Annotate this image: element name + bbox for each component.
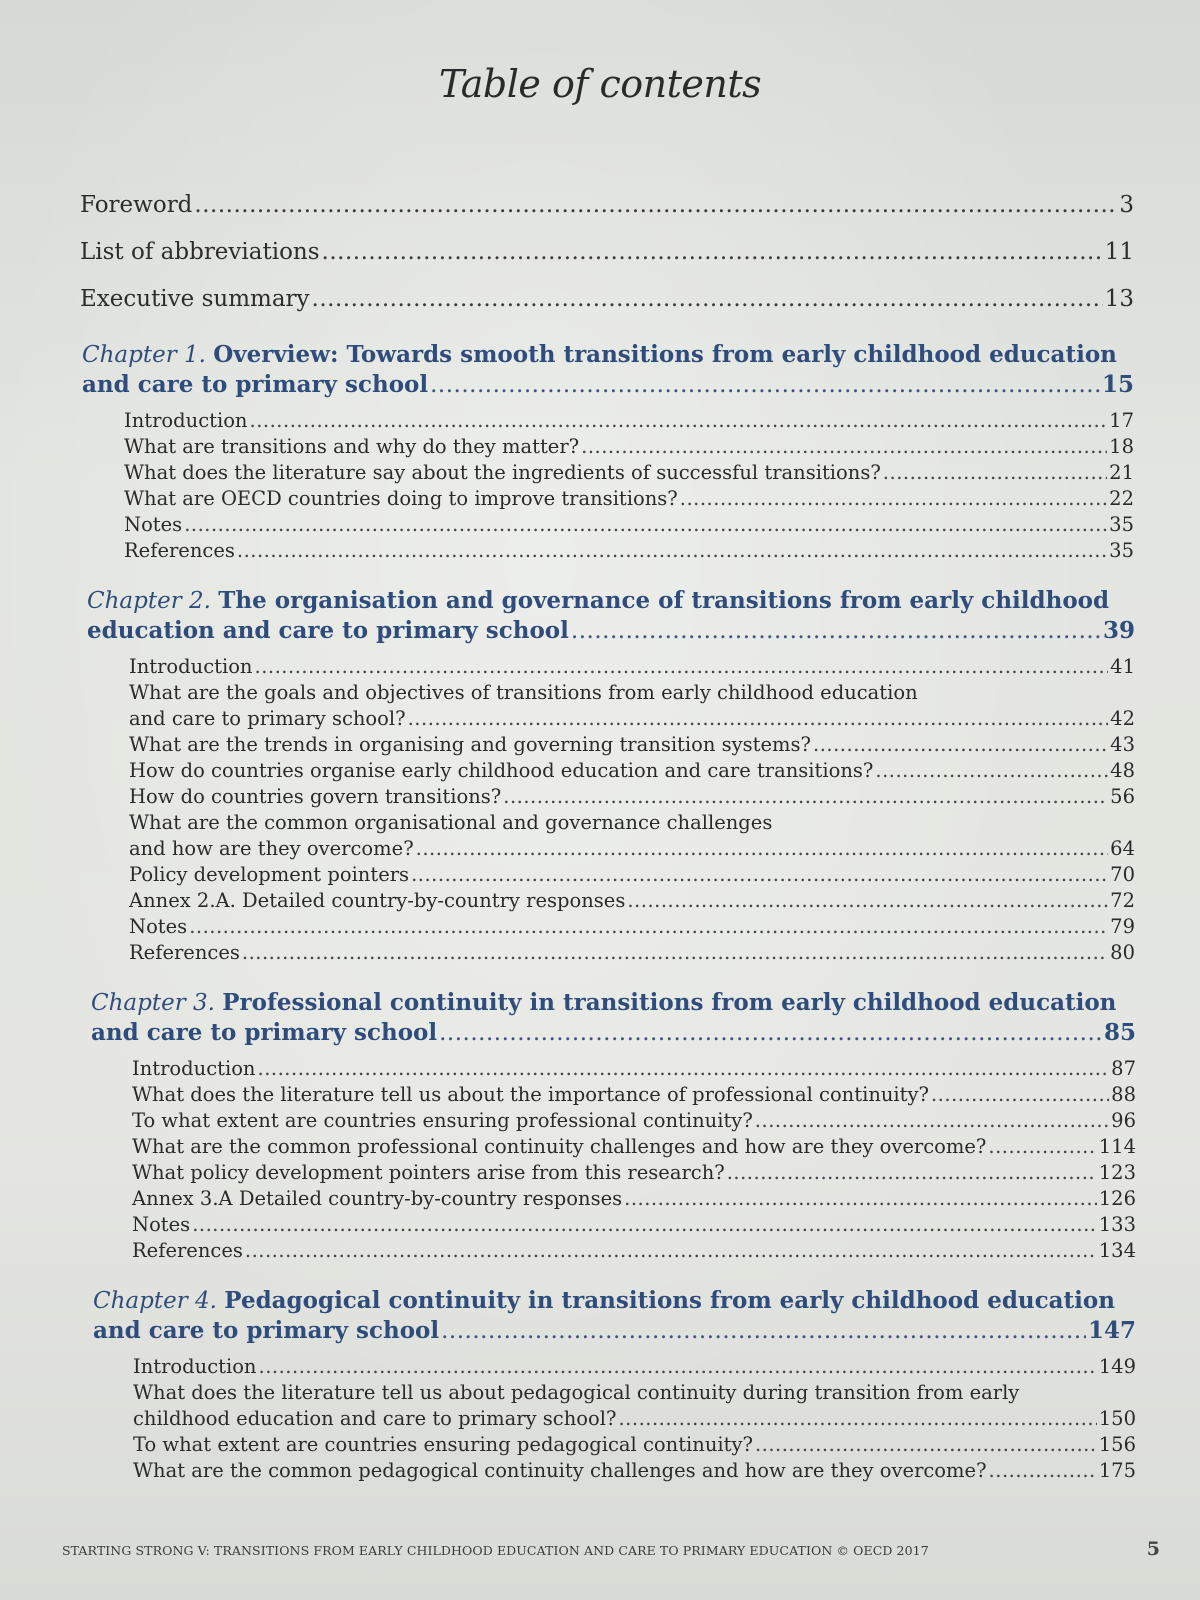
section-row — [133, 1354, 1136, 1380]
section-page-number: 18 — [1109, 435, 1134, 458]
section-page-number: 70 — [1110, 863, 1135, 886]
section-page-number: 150 — [1098, 1407, 1136, 1430]
page-footer — [62, 1538, 1160, 1560]
section-page-number: 48 — [1110, 759, 1135, 782]
section-row — [124, 538, 1134, 564]
dot-leader — [503, 784, 1108, 810]
section-title: and care to primary school? — [129, 707, 406, 730]
dot-leader — [571, 616, 1101, 646]
section-title: How do countries organise early childhood education and care transitions? — [129, 759, 874, 782]
chapter-heading[interactable] — [0, 586, 1200, 646]
chapter-block — [0, 988, 1200, 1264]
toc-section-entry[interactable] — [129, 810, 1135, 862]
section-title: and how are they overcome? — [129, 837, 414, 860]
toc-section-entry[interactable] — [132, 1186, 1136, 1212]
section-row — [133, 1432, 1136, 1458]
toc-section-entry[interactable] — [133, 1458, 1136, 1484]
dot-leader — [875, 758, 1108, 784]
section-title-line1: What are the common organisational and governance challenges — [129, 811, 773, 834]
dot-leader — [416, 836, 1109, 862]
dot-leader — [813, 732, 1108, 758]
chapter-heading-line2 — [91, 1018, 1136, 1048]
toc-section-entry[interactable] — [129, 680, 1135, 732]
dot-leader — [618, 1406, 1096, 1432]
section-row — [124, 512, 1134, 538]
section-page-number: 149 — [1098, 1355, 1136, 1378]
section-page-number: 41 — [1110, 655, 1135, 678]
toc-section-entry[interactable] — [124, 460, 1134, 486]
section-title: To what extent are countries ensuring pedagogical continuity? — [133, 1433, 753, 1456]
section-title: Notes — [129, 915, 188, 938]
toc-page-number: 3 — [1119, 192, 1134, 218]
toc-page-number: 11 — [1104, 239, 1134, 265]
toc-section-entry[interactable] — [133, 1354, 1136, 1380]
toc-section-entry[interactable] — [124, 538, 1134, 564]
chapter-heading-line1 — [87, 586, 1135, 616]
chapter-list — [0, 340, 1200, 1484]
dot-leader — [627, 888, 1108, 914]
section-title: References — [132, 1239, 243, 1262]
chapter-number: Chapter 2. — [87, 588, 211, 614]
section-title: Annex 3.A Detailed country-by-country responses — [132, 1187, 623, 1210]
section-row — [129, 706, 1135, 732]
chapter-title-line1: Pedagogical continuity in transitions from early childhood education — [224, 1287, 1115, 1314]
toc-page-number: 13 — [1104, 286, 1134, 312]
dot-leader — [259, 1354, 1097, 1380]
dot-leader — [255, 654, 1109, 680]
section-page-number: 126 — [1098, 1187, 1136, 1210]
dot-leader — [931, 1082, 1109, 1108]
section-row — [132, 1108, 1136, 1134]
toc-section-entry[interactable] — [133, 1432, 1136, 1458]
section-page-number: 56 — [1110, 785, 1135, 808]
toc-section-entry[interactable] — [124, 408, 1134, 434]
dot-leader — [430, 370, 1100, 400]
section-title: What policy development pointers arise from this research? — [132, 1161, 725, 1184]
section-row — [129, 654, 1135, 680]
section-title: Notes — [132, 1213, 191, 1236]
section-page-number: 64 — [1110, 837, 1135, 860]
section-page-number: 22 — [1109, 487, 1134, 510]
section-title: Introduction — [133, 1355, 257, 1378]
section-title: References — [129, 941, 240, 964]
chapter-number: Chapter 1. — [82, 342, 206, 368]
section-row — [129, 836, 1135, 862]
dot-leader — [242, 940, 1108, 966]
toc-section-entry[interactable] — [132, 1212, 1136, 1238]
section-row — [124, 486, 1134, 512]
dot-leader — [258, 1056, 1110, 1082]
toc-entry-label: Foreword — [80, 192, 193, 218]
dot-leader — [184, 512, 1107, 538]
chapter-heading-line2 — [93, 1316, 1136, 1346]
section-page-number: 80 — [1110, 941, 1135, 964]
section-page-number: 114 — [1098, 1135, 1136, 1158]
section-title: Introduction — [129, 655, 253, 678]
toc-section-entry[interactable] — [129, 758, 1135, 784]
section-page-number: 175 — [1098, 1459, 1136, 1482]
section-row — [129, 732, 1135, 758]
dot-leader — [194, 192, 1117, 218]
chapter-number: Chapter 4. — [93, 1288, 217, 1314]
section-page-number: 133 — [1098, 1213, 1136, 1236]
section-page-number: 79 — [1110, 915, 1135, 938]
section-list — [0, 654, 1200, 966]
dot-leader — [989, 1458, 1097, 1484]
dot-leader — [439, 1018, 1102, 1048]
section-page-number: 96 — [1111, 1109, 1136, 1132]
dot-leader — [237, 538, 1107, 564]
section-page-number: 43 — [1110, 733, 1135, 756]
section-title: What are OECD countries doing to improve transitions? — [124, 487, 678, 510]
toc-section-entry[interactable] — [132, 1134, 1136, 1160]
chapter-title-line1: Professional continuity in transitions from early childhood education — [222, 989, 1117, 1016]
section-title: References — [124, 539, 235, 562]
dot-leader — [581, 434, 1107, 460]
section-title-line1: What does the literature tell us about pedagogical continuity during transition from early — [133, 1381, 1020, 1404]
section-title: Introduction — [124, 409, 248, 432]
toc-section-entry[interactable] — [129, 888, 1135, 914]
section-title: What are transitions and why do they matter? — [124, 435, 580, 458]
toc-entry-label: Executive summary — [80, 286, 310, 312]
page-title: Table of contents — [438, 62, 762, 106]
toc-entry-label: List of abbreviations — [80, 239, 320, 265]
dot-leader — [755, 1432, 1097, 1458]
section-row — [132, 1160, 1136, 1186]
dot-leader — [988, 1134, 1096, 1160]
section-page-number: 87 — [1111, 1057, 1136, 1080]
section-list — [0, 408, 1200, 564]
dot-leader — [192, 1212, 1097, 1238]
section-row — [124, 408, 1134, 434]
section-row — [129, 758, 1135, 784]
section-row — [129, 862, 1135, 888]
section-row — [133, 1458, 1136, 1484]
section-title: To what extent are countries ensuring professional continuity? — [132, 1109, 753, 1132]
chapter-heading[interactable] — [0, 1286, 1200, 1346]
section-title-line1: What are the goals and objectives of transitions from early childhood education — [129, 681, 918, 704]
section-title: What are the common pedagogical continuity challenges and how are they overcome? — [133, 1459, 987, 1482]
chapter-block — [0, 586, 1200, 966]
chapter-heading-line2 — [82, 370, 1134, 400]
toc-section-entry[interactable] — [132, 1056, 1136, 1082]
toc-section-entry[interactable] — [132, 1108, 1136, 1134]
chapter-title-line2: and care to primary school — [91, 1019, 438, 1046]
chapter-title-line1: The organisation and governance of transitions from early childhood — [218, 587, 1110, 614]
section-row — [129, 888, 1135, 914]
section-row — [132, 1212, 1136, 1238]
chapter-heading[interactable] — [0, 988, 1200, 1048]
chapter-block — [0, 1286, 1200, 1484]
chapter-title-line2: and care to primary school — [93, 1317, 440, 1344]
section-page-number: 134 — [1098, 1239, 1136, 1262]
section-page-number: 42 — [1110, 707, 1135, 730]
section-title: Notes — [124, 513, 183, 536]
footer-running-title: STARTING STRONG V: TRANSITIONS FROM EARLY CHILDHOOD EDUCATION AND CARE TO PRIMARY EDUCATION © OECD 2017 — [62, 1543, 929, 1558]
section-list — [0, 1056, 1200, 1264]
dot-leader — [189, 914, 1108, 940]
toc-section-entry[interactable] — [124, 512, 1134, 538]
chapter-title-line2: education and care to primary school — [87, 617, 569, 644]
toc-entry-executive-summary[interactable] — [0, 286, 1200, 312]
section-title: Introduction — [132, 1057, 256, 1080]
dot-leader — [680, 486, 1107, 512]
dot-leader — [245, 1238, 1097, 1264]
dot-leader — [755, 1108, 1109, 1134]
toc-section-entry[interactable] — [129, 654, 1135, 680]
section-title: childhood education and care to primary school? — [133, 1407, 617, 1430]
dot-leader — [408, 706, 1109, 732]
section-title: Annex 2.A. Detailed country-by-country responses — [129, 889, 626, 912]
front-matter — [0, 192, 1200, 312]
dot-leader — [250, 408, 1108, 434]
section-row — [129, 784, 1135, 810]
toc-section-entry[interactable] — [129, 862, 1135, 888]
section-row — [133, 1406, 1136, 1432]
dot-leader — [411, 862, 1108, 888]
section-title: What does the literature say about the ingredients of successful transitions? — [124, 461, 881, 484]
chapter-block — [0, 340, 1200, 564]
section-row — [132, 1238, 1136, 1264]
toc-section-entry[interactable] — [129, 914, 1135, 940]
section-page-number: 156 — [1098, 1433, 1136, 1456]
dot-leader — [322, 239, 1103, 265]
section-row — [132, 1134, 1136, 1160]
toc-entry-foreword[interactable] — [0, 192, 1200, 218]
chapter-title-line2: and care to primary school — [82, 371, 429, 398]
table-of-contents — [0, 192, 1200, 1484]
chapter-page-number: 147 — [1087, 1317, 1136, 1344]
toc-section-entry[interactable] — [132, 1082, 1136, 1108]
section-page-number: 72 — [1110, 889, 1135, 912]
dot-leader — [312, 286, 1103, 312]
toc-section-entry[interactable] — [129, 940, 1135, 966]
toc-entry-abbreviations[interactable] — [0, 239, 1200, 265]
footer-page-number: 5 — [1146, 1538, 1160, 1560]
section-row — [132, 1056, 1136, 1082]
chapter-page-number: 85 — [1103, 1019, 1136, 1046]
toc-section-entry[interactable] — [129, 784, 1135, 810]
chapter-heading-line1 — [91, 988, 1136, 1018]
toc-section-entry[interactable] — [124, 434, 1134, 460]
toc-section-entry[interactable] — [132, 1238, 1136, 1264]
chapter-title-line1: Overview: Towards smooth transitions from early childhood education — [213, 341, 1117, 368]
section-page-number: 123 — [1098, 1161, 1136, 1184]
section-page-number: 88 — [1111, 1083, 1136, 1106]
section-row — [129, 914, 1135, 940]
section-title: What are the common professional continuity challenges and how are they overcome? — [132, 1135, 987, 1158]
section-page-number: 35 — [1109, 539, 1134, 562]
chapter-heading-line1 — [93, 1286, 1136, 1316]
chapter-page-number: 39 — [1102, 617, 1135, 644]
section-title: What does the literature tell us about the importance of professional continuity? — [132, 1083, 929, 1106]
section-title: How do countries govern transitions? — [129, 785, 502, 808]
dot-leader — [883, 460, 1107, 486]
section-row — [124, 460, 1134, 486]
chapter-number: Chapter 3. — [91, 990, 215, 1016]
section-row — [132, 1082, 1136, 1108]
dot-leader — [441, 1316, 1086, 1346]
chapter-heading-line2 — [87, 616, 1135, 646]
toc-section-entry[interactable] — [129, 732, 1135, 758]
dot-leader — [624, 1186, 1097, 1212]
chapter-heading-line1 — [82, 340, 1134, 370]
dot-leader — [727, 1160, 1097, 1186]
toc-section-entry[interactable] — [133, 1380, 1136, 1432]
section-row — [124, 434, 1134, 460]
section-title: What are the trends in organising and governing transition systems? — [129, 733, 811, 756]
chapter-page-number: 15 — [1101, 371, 1134, 398]
toc-section-entry[interactable] — [132, 1160, 1136, 1186]
section-row — [129, 940, 1135, 966]
section-list — [0, 1354, 1200, 1484]
section-page-number: 17 — [1109, 409, 1134, 432]
section-row — [132, 1186, 1136, 1212]
section-page-number: 21 — [1109, 461, 1134, 484]
toc-section-entry[interactable] — [124, 486, 1134, 512]
section-page-number: 35 — [1109, 513, 1134, 536]
section-title: Policy development pointers — [129, 863, 410, 886]
chapter-heading[interactable] — [0, 340, 1200, 400]
